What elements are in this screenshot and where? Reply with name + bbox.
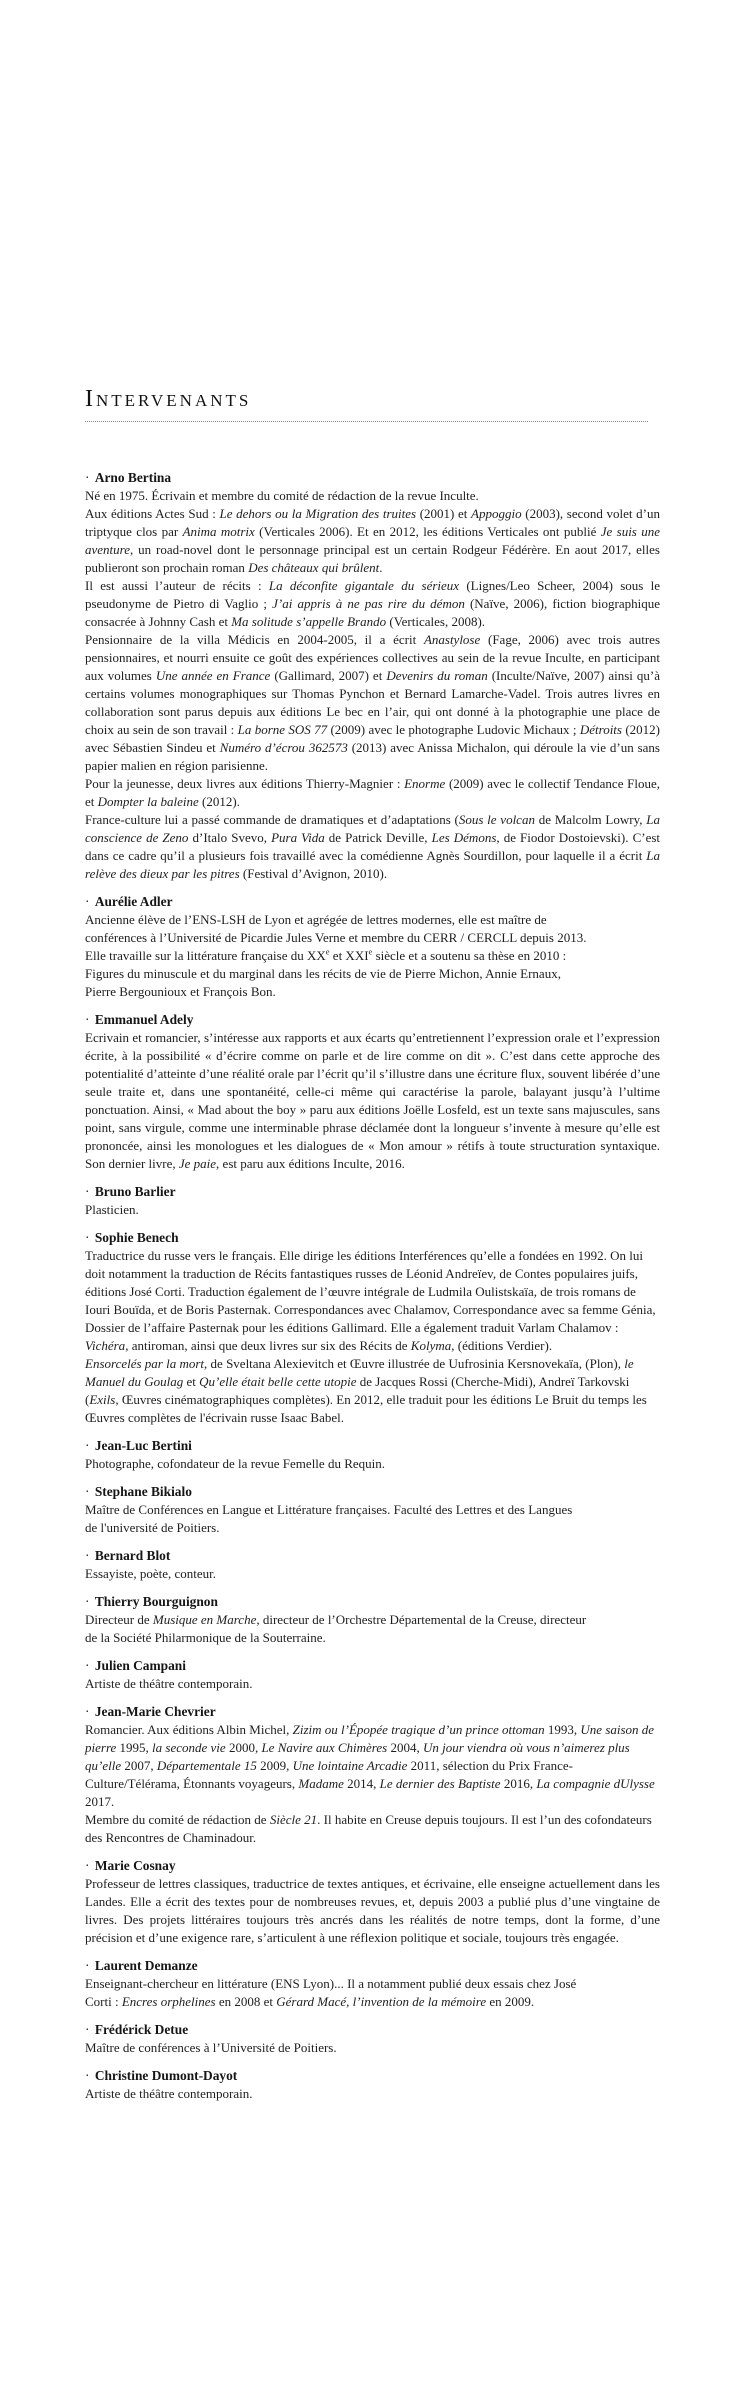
intervenant-header bbox=[85, 1437, 660, 1455]
work-title: Ensorcelés par la mort bbox=[85, 1356, 205, 1371]
intervenant-entry bbox=[85, 1657, 660, 1693]
work-title: Pura Vida bbox=[271, 830, 325, 845]
bullet-marker: · bbox=[85, 1438, 93, 1453]
intervenant-entry bbox=[85, 1483, 660, 1537]
bullet-marker: · bbox=[85, 894, 93, 909]
work-title: Je paie bbox=[178, 1156, 217, 1171]
intervenant-name: Christine Dumont-Dayot bbox=[94, 2068, 238, 2083]
work-title: La relève des dieux par les pitres bbox=[85, 848, 660, 881]
work-title: Anastylose bbox=[423, 632, 481, 647]
work-title: la seconde vie bbox=[152, 1740, 226, 1755]
work-title: Une saison de pierre bbox=[85, 1722, 655, 1755]
bio-paragraph: Ecrivain et romancier, s’intéresse aux rapports et aux écarts qu’entretiennent l’expression orale et l’expression écrite, à la possibilité « d’écrire comme on parle et de lire comme on dit ». C’est dans cette approche des potentialité d’atteinte d’une réalité orale par l’écrit qu’il s’illustre dans une écriture flux, souvent libérée d’une seule traite et, dans une spontanéité, celle-ci même qui caractérise la parole, balayant jusqu’à l’ultime ponctuation. Ainsi, « Mad about the boy » paru aux éditions Joëlle Losfeld, est un texte sans majuscules, sans point, sans virgule, comme une interminable phrase déclamée dont la longueur s’invente à mesure qu’elle est prononcée, ainsi les monologues et les dialogues de « Mon amour » rétifs à toute structuration syntaxique. Son dernier livre, Je paie, est paru aux éditions Inculte, 2016. bbox=[85, 1030, 660, 1171]
work-title: La déconfite gigantale du sérieux bbox=[268, 578, 460, 593]
bio-paragraph: Artiste de théâtre contemporain. bbox=[85, 1676, 253, 1691]
intervenant-name: Jean-Marie Chevrier bbox=[94, 1704, 216, 1719]
page-title: Intervenants bbox=[85, 386, 252, 412]
intervenant-header bbox=[85, 1593, 660, 1611]
intervenant-entry bbox=[85, 1703, 660, 1847]
bio-paragraph: Professeur de lettres classiques, traductrice de textes antiques, et écrivaine, elle enseigne actuellement dans les Landes. Elle a écrit des textes pour de nombreuses revues, et, depuis 2003 a publié plus d’une vingtaine de livres. Des projets littéraires toujours très ancrés dans les réalités de notre temps, dont la forme, d’une précision et d’une exigence rare, s’articulent à une réflexion politique et sociale, toujours très engagée. bbox=[85, 1876, 660, 1945]
bio-paragraph: Pensionnaire de la villa Médicis en 2004-2005, il a écrit Anastylose (Fage, 2006) avec trois autres pensionnaires, et nourri ensuite ce goût des expériences collectives au sein de la revue Inculte, en participant aux volumes Une année en France (Gallimard, 2007) et Devenirs du roman (Inculte/Naïve, 2007) ainsi qu’à certains volumes monographiques sur Thomas Pynchon et Bernard Lamarche-Vadel. Trois autres livres en collaboration sont parus depuis aux éditions Le bec en l’air, qui ont donné à la photographie une place de choix au sein de son travail : La borne SOS 77 (2009) avec le photographe Ludovic Michaux ; Détroits (2012) avec Sébastien Sindeu et Numéro d’écrou 362573 (2013) avec Anissa Michalon, qui déroule la vie d’un sans papier malien en région parisienne. bbox=[85, 632, 661, 773]
intervenant-name: Emmanuel Adely bbox=[94, 1012, 194, 1027]
work-title: Ma solitude s’appelle Brando bbox=[231, 614, 387, 629]
intervenant-name: Jean-Luc Bertini bbox=[94, 1438, 192, 1453]
intervenant-entry bbox=[85, 893, 660, 1001]
work-title: Une lointaine Arcadie bbox=[292, 1758, 408, 1773]
dotted-divider bbox=[85, 421, 648, 422]
bullet-marker: · bbox=[85, 1958, 93, 1973]
intervenant-header bbox=[85, 1657, 660, 1675]
bio-paragraph: Il est aussi l’auteur de récits : La déconfite gigantale du sérieux (Lignes/Leo Scheer, 2004) sous le pseudonyme de Pietro di Vaglio ; J’ai appris à ne pas rire du démon (Naïve, 2006), fiction biographique consacrée à Johnny Cash et Ma solitude s’appelle Brando (Verticales, 2008). bbox=[85, 578, 661, 629]
bullet-marker: · bbox=[85, 2022, 93, 2037]
work-title: Une année en France bbox=[155, 668, 271, 683]
work-title: Siècle 21 bbox=[269, 1812, 318, 1827]
intervenant-entry bbox=[85, 1593, 660, 1647]
intervenant-entry bbox=[85, 2067, 660, 2103]
intervenants-list bbox=[85, 469, 660, 2103]
work-title: Un jour viendra où vous n’aimerez plus qu’elle bbox=[85, 1740, 630, 1773]
intervenant-entry bbox=[85, 469, 660, 883]
intervenant-name: Sophie Benech bbox=[94, 1230, 179, 1245]
bullet-marker: · bbox=[85, 1548, 93, 1563]
bio-paragraph: Directeur de Musique en Marche, directeur de l’Orchestre Départemental de la Creuse, directeur de la Société Philarmonique de la Souterraine. bbox=[85, 1612, 587, 1645]
intervenant-header bbox=[85, 2021, 660, 2039]
work-title: Numéro d’écrou 362573 bbox=[219, 740, 348, 755]
bio-paragraph: Né en 1975. Écrivain et membre du comité de rédaction de la revue Inculte. bbox=[85, 488, 479, 503]
work-title: Kolyma bbox=[410, 1338, 452, 1353]
bio-paragraph: Photographe, cofondateur de la revue Femelle du Requin. bbox=[85, 1456, 385, 1471]
work-title: Exils bbox=[89, 1392, 116, 1407]
work-title: Départementale 15 bbox=[156, 1758, 257, 1773]
bio-paragraph: Membre du comité de rédaction de Siècle 21. Il habite en Creuse depuis toujours. Il est l’un des cofondateurs des Rencontres de Chaminadour. bbox=[85, 1812, 652, 1845]
bio-paragraph: France-culture lui a passé commande de dramatiques et d’adaptations (Sous le volcan de Malcolm Lowry, La conscience de Zeno d’Italo Svevo, Pura Vida de Patrick Deville, Les Démons, de Fiodor Dostoievski). C’est dans ce cadre qu’il a plusieurs fois travaillé avec la comédienne Agnès Sourdillon, pour laquelle il a écrit La relève des dieux par les pitres (Festival d’Avignon, 2010). bbox=[85, 812, 661, 881]
intervenant-header bbox=[85, 469, 660, 487]
work-title: Détroits bbox=[579, 722, 622, 737]
intervenant-entry bbox=[85, 1957, 660, 2011]
bullet-marker: · bbox=[85, 470, 93, 485]
bio-paragraph: Traductrice du russe vers le français. Elle dirige les éditions Interférences qu’elle a fondées en 1992. On lui doit notamment la traduction de Récits fantastiques russes de Léonid Andreïev, de Contes populaires juifs, éditions José Corti. Traduction également de l’œuvre intégrale de Ludmila Oulistskaïa, de trois romans de Iouri Bouïda, et de Boris Pasternak. Correspondances avec Chalamov, Correspondance avec sa femme Génia, Dossier de l’affaire Pasternak pour les éditions Gallimard. Elle a également traduit Varlam Chalamov : Vichéra, antiroman, ainsi que deux livres sur six des Récits de Kolyma, (éditions Verdier). bbox=[85, 1248, 656, 1353]
work-title: Gérard Macé, l’invention de la mémoire bbox=[276, 1994, 487, 2009]
bio-paragraph: Pour la jeunesse, deux livres aux éditions Thierry-Magnier : Enorme (2009) avec le collectif Tendance Floue, et Dompter la baleine (2012). bbox=[85, 776, 660, 809]
work-title: La conscience de Zeno bbox=[85, 812, 660, 845]
bullet-marker: · bbox=[85, 1012, 93, 1027]
work-title: La compagnie dUlysse bbox=[536, 1776, 655, 1791]
bullet-marker: · bbox=[85, 1658, 93, 1673]
work-title: La borne SOS 77 bbox=[237, 722, 328, 737]
intervenant-header bbox=[85, 893, 660, 911]
work-title: Enorme bbox=[404, 776, 446, 791]
intervenant-header bbox=[85, 1703, 660, 1721]
superscript: e bbox=[368, 946, 373, 957]
intervenant-header bbox=[85, 2067, 660, 2085]
work-title: Sous le volcan bbox=[458, 812, 535, 827]
work-title: Zizim ou l’Épopée tragique d’un prince ottoman bbox=[292, 1722, 545, 1737]
work-title: Dompter la baleine bbox=[97, 794, 199, 809]
intervenant-header bbox=[85, 1483, 660, 1501]
work-title: Qu’elle était belle cette utopie bbox=[199, 1374, 357, 1389]
intervenant-name: Laurent Demanze bbox=[94, 1958, 198, 1973]
intervenant-entry bbox=[85, 1857, 660, 1947]
bullet-marker: · bbox=[85, 1704, 93, 1719]
work-title: Encres orphelines bbox=[121, 1994, 216, 2009]
intervenant-name: Stephane Bikialo bbox=[94, 1484, 192, 1499]
intervenant-entry bbox=[85, 1229, 660, 1427]
bullet-marker: · bbox=[85, 1858, 93, 1873]
bio-paragraph: Aux éditions Actes Sud : Le dehors ou la Migration des truites (2001) et Appoggio (2003), second volet d’un triptyque clos par Anima motrix (Verticales 2006). Et en 2012, les éditions Verticales ont publié Je suis une aventure, un road-novel dont le personnage principal est un certain Rodgeur Fédérère. En aout 2017, elles publieront son prochain roman Des châteaux qui brûlent. bbox=[85, 506, 660, 575]
work-title: Appoggio bbox=[471, 506, 522, 521]
bullet-marker: · bbox=[85, 1484, 93, 1499]
work-title: Musique en Marche bbox=[152, 1612, 257, 1627]
work-title: J’ai appris à ne pas rire du démon bbox=[272, 596, 465, 611]
intervenant-name: Marie Cosnay bbox=[94, 1858, 176, 1873]
work-title: Le dernier des Baptiste bbox=[379, 1776, 501, 1791]
superscript: e bbox=[325, 946, 330, 957]
bio-paragraph: Romancier. Aux éditions Albin Michel, Zizim ou l’Épopée tragique d’un prince ottoman 1993, Une saison de pierre 1995, la seconde vie 2000, Le Navire aux Chimères 2004, Un jour viendra où vous n’aimerez plus qu’elle 2007, Départementale 15 2009, Une lointaine Arcadie 2011, sélection du Prix France-Culture/Télérama, Étonnants voyageurs, Madame 2014, Le dernier des Baptiste 2016, La compagnie dUlysse 2017. bbox=[85, 1722, 655, 1809]
work-title: Devenirs du roman bbox=[386, 668, 488, 683]
bullet-marker: · bbox=[85, 1230, 93, 1245]
bio-paragraph: Plasticien. bbox=[85, 1202, 139, 1217]
intervenant-header bbox=[85, 1011, 660, 1029]
work-title: Vichéra bbox=[85, 1338, 126, 1353]
work-title: Madame bbox=[298, 1776, 344, 1791]
work-title: Des châteaux qui brûlent bbox=[248, 560, 380, 575]
intervenant-entry bbox=[85, 2021, 660, 2057]
intervenant-name: Thierry Bourguignon bbox=[94, 1594, 218, 1609]
intervenant-header bbox=[85, 1957, 660, 1975]
intervenant-header bbox=[85, 1183, 660, 1201]
bio-paragraph: Ancienne élève de l’ENS-LSH de Lyon et agrégée de lettres modernes, elle est maître de conférences à l’Université de Picardie Jules Verne et membre du CERR / CERCLL depuis 2013. Elle travaille sur la littérature française du XXe et XXIe siècle et a soutenu sa thèse en 2010 : Figures du minuscule et du marginal dans les récits de vie de Pierre Michon, Annie Ernaux, Pierre Bergounioux et François Bon. bbox=[85, 912, 587, 999]
intervenant-name: Aurélie Adler bbox=[94, 894, 173, 909]
intervenant-entry bbox=[85, 1547, 660, 1583]
bio-paragraph: Enseignant-chercheur en littérature (ENS Lyon)... Il a notamment publié deux essais chez José Corti : Encres orphelines en 2008 et Gérard Macé, l’invention de la mémoire en 2009. bbox=[85, 1976, 577, 2009]
bio-paragraph: Maître de Conférences en Langue et Littérature françaises. Faculté des Lettres et des Langues de l'université de Poitiers. bbox=[85, 1502, 573, 1535]
work-title: Je suis une aventure bbox=[85, 524, 660, 557]
work-title: Le Navire aux Chimères bbox=[261, 1740, 388, 1755]
intervenant-name: Bernard Blot bbox=[94, 1548, 171, 1563]
intervenant-entry bbox=[85, 1183, 660, 1219]
intervenant-name: Julien Campani bbox=[94, 1658, 186, 1673]
intervenant-name: Bruno Barlier bbox=[94, 1184, 176, 1199]
bullet-marker: · bbox=[85, 1594, 93, 1609]
bio-paragraph: Essayiste, poète, conteur. bbox=[85, 1566, 217, 1581]
work-title: Les Démons bbox=[431, 830, 497, 845]
intervenant-name: Frédérick Detue bbox=[94, 2022, 189, 2037]
bullet-marker: · bbox=[85, 1184, 93, 1199]
intervenant-header bbox=[85, 1857, 660, 1875]
intervenant-entry bbox=[85, 1011, 660, 1173]
work-title: Anima motrix bbox=[182, 524, 255, 539]
intervenant-entry bbox=[85, 1437, 660, 1473]
work-title: Le dehors ou la Migration des truites bbox=[219, 506, 417, 521]
bio-paragraph: Ensorcelés par la mort, de Sveltana Alexievitch et Œuvre illustrée de Uufrosinia Kersnovekaïa, (Plon), le Manuel du Goulag et Qu’elle était belle cette utopie de Jacques Rossi (Cherche-Midi), Andreï Tarkovski (Exils, Œuvres cinématographiques complètes). En 2012, elle traduit pour les éditions Le Bruit du temps les Œuvres complètes de l'écrivain russe Isaac Babel. bbox=[85, 1356, 647, 1425]
bio-paragraph: Artiste de théâtre contemporain. bbox=[85, 2086, 253, 2101]
bio-paragraph: Maître de conférences à l’Université de Poitiers. bbox=[85, 2040, 337, 2055]
intervenant-header bbox=[85, 1229, 660, 1247]
intervenant-header bbox=[85, 1547, 660, 1565]
bullet-marker: · bbox=[85, 2068, 93, 2083]
work-title: le Manuel du Goulag bbox=[85, 1356, 634, 1389]
intervenant-name: Arno Bertina bbox=[94, 470, 172, 485]
